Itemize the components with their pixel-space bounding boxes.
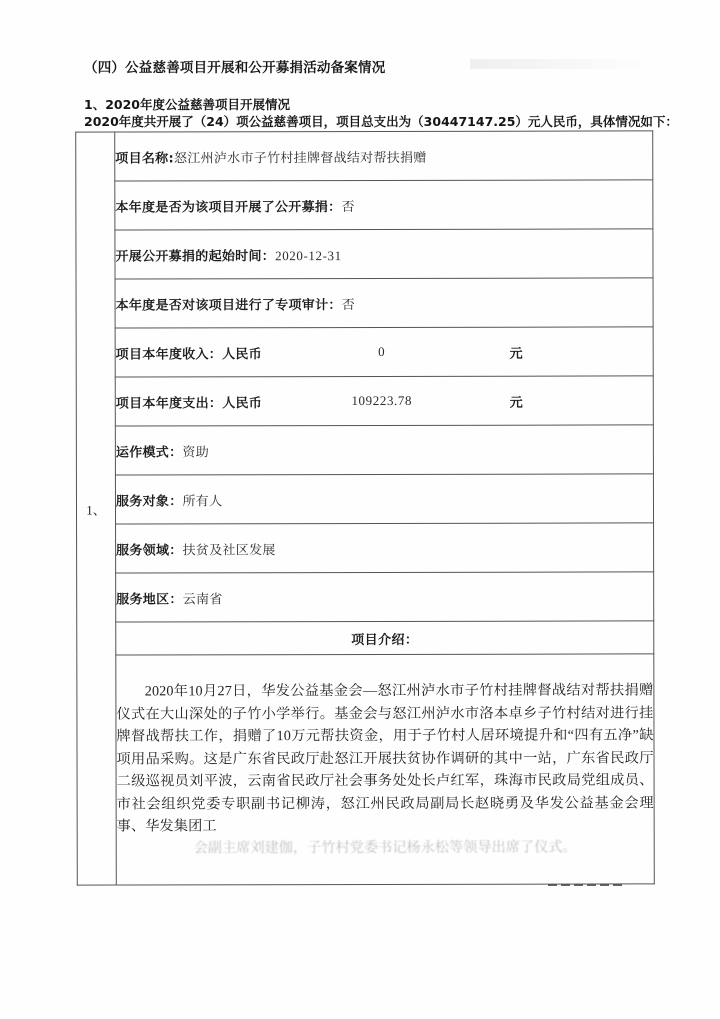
introduction-header: 项目介绍： xyxy=(116,621,654,655)
service-target-value: 所有人 xyxy=(182,493,223,509)
service-region-value: 云南省 xyxy=(182,591,223,607)
subsection-heading: 1、2020年度公益慈善项目开展情况 xyxy=(84,97,290,112)
expenditure-label: 项目本年度支出：人民币 xyxy=(115,395,263,412)
operation-mode-cell xyxy=(115,425,653,475)
service-target-label: 服务对象： xyxy=(115,493,183,510)
table-row xyxy=(76,376,653,426)
public-fundraising-label: 本年度是否为该项目开展了公开募捐： xyxy=(115,199,342,216)
public-fundraising-value: 否 xyxy=(341,199,355,215)
service-region-cell xyxy=(116,572,654,622)
summary-line: 2020年度共开展了（24）项公益慈善项目，项目总支出为（30447147.25）元人民币，具体情况如下： xyxy=(84,114,678,129)
table-row xyxy=(76,327,653,377)
expenditure-amount: 109223.78 xyxy=(351,392,413,409)
table-row xyxy=(76,180,653,230)
income-label: 项目本年度收入：人民币 xyxy=(115,346,263,363)
row-index-cell: 1、 xyxy=(76,132,117,885)
income-amount: 0 xyxy=(378,343,386,359)
service-target-cell xyxy=(115,474,653,524)
income-cell xyxy=(115,327,653,377)
service-field-label: 服务领域： xyxy=(116,542,183,559)
table-row xyxy=(77,572,654,622)
table-row xyxy=(76,474,653,524)
service-field-value: 扶贫及社区发展 xyxy=(182,542,276,558)
fundraising-start-label: 开展公开募捐的起始时间： xyxy=(115,248,276,265)
operation-mode-value: 资助 xyxy=(182,444,210,460)
table-row xyxy=(76,278,653,328)
table-row xyxy=(77,621,654,655)
scan-artifact-bottom xyxy=(548,884,626,886)
operation-mode-label: 运作模式： xyxy=(115,444,183,461)
project-name-label: 项目名称: xyxy=(115,150,174,167)
introduction-text-faded: 会副主席刘建伽，子竹村党委书记杨永松等领导出席了仪式。 xyxy=(193,839,577,857)
project-name-cell xyxy=(115,131,653,181)
table-row xyxy=(76,425,653,475)
income-unit: 元 xyxy=(509,346,523,362)
expenditure-cell xyxy=(115,376,653,426)
scan-artifact-top xyxy=(470,59,650,69)
table-row xyxy=(77,654,654,885)
fundraising-start-cell xyxy=(115,229,653,279)
table-row xyxy=(77,523,654,573)
public-fundraising-cell xyxy=(115,180,653,230)
special-audit-cell xyxy=(115,278,653,328)
introduction-body-cell xyxy=(116,654,654,885)
special-audit-value: 否 xyxy=(341,297,356,313)
project-name-value: 怒江州泸水市子竹村挂牌督战结对帮扶捐赠 xyxy=(173,150,427,166)
introduction-text: 2020年10月27日，华发公益基金会—怒江州泸水市子竹村挂牌督战结对帮扶捐赠仪式在大山深处的子竹小学举行。基金会与怒江州泸水市洛本卓乡子竹村结对进行挂牌督战帮扶工作，捐赠了10万元帮扶资金，用于子竹村人居环境提升和“四有五净”缺项用品采购。这是广东省民政厅赴怒江开展扶贫协作调研的其中一站，广东省民政厅二级巡视员刘平波，云南省民政厅社会事务处处长卢红军，珠海市民政局党组成员、市社会组织党委专职副书记柳涛，怒江州民政局副局长赵晓勇及华发公益基金会理事、华发集团工 xyxy=(116,682,654,835)
project-table xyxy=(75,130,655,885)
expenditure-unit: 元 xyxy=(509,395,523,411)
page-title: （四）公益慈善项目开展和公开募捐活动备案情况 xyxy=(84,60,386,76)
service-region-label: 服务地区： xyxy=(116,591,183,608)
project-table-wrapper xyxy=(75,130,655,885)
fundraising-start-value: 2020-12-31 xyxy=(275,247,342,263)
table-row xyxy=(76,131,653,181)
special-audit-label: 本年度是否对该项目进行了专项审计： xyxy=(115,297,342,314)
service-field-cell xyxy=(116,523,654,573)
table-row xyxy=(76,229,653,279)
